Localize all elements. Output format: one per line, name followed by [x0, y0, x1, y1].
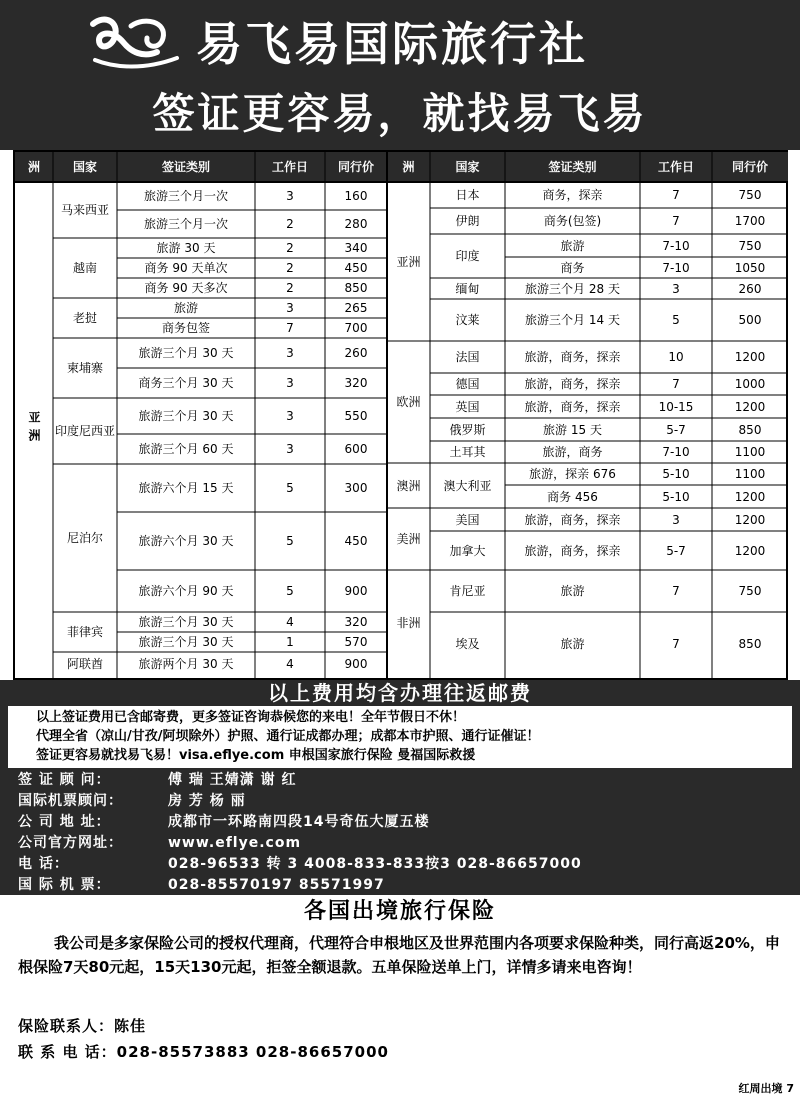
visa-type-cell: 旅游三个月 30 天 [138, 635, 234, 649]
table-header: 国家 [455, 160, 480, 174]
work-days-cell: 5-10 [662, 489, 690, 504]
contact-phone: 电 话： 028-96533 转 3 4008-833-833按3 028-86657000 [18, 856, 582, 872]
visa-price-table [13, 150, 788, 680]
price-cell: 1100 [734, 445, 766, 459]
price-cell: 300 [344, 481, 368, 495]
work-days-cell: 7 [672, 377, 680, 391]
country-cell: 加拿大 [449, 543, 486, 558]
work-days-cell: 5-7 [666, 422, 686, 437]
price-cell: 750 [738, 584, 762, 598]
visa-type-cell: 旅游三个月 30 天 [138, 615, 234, 629]
work-days-cell: 10-15 [658, 399, 694, 414]
work-days-cell: 2 [286, 241, 294, 255]
visa-type-cell: 旅游，商务，探亲 [524, 399, 621, 414]
insurance-contact-person: 保险联系人：陈佳 [18, 1017, 147, 1035]
contact-address: 公 司 地 址： 成都市一环路南四段14号奇伍大厦五楼 [18, 814, 430, 830]
price-cell: 1200 [734, 399, 766, 414]
price-cell: 550 [344, 409, 368, 423]
contact-visa-advisor: 签 证 顾 问： 傅 瑞 王婧潇 谢 红 [18, 772, 297, 788]
country-cell: 俄罗斯 [449, 422, 486, 437]
visa-type-cell: 商务 456 [547, 489, 598, 504]
visa-type-cell: 旅游，商务 [542, 445, 603, 459]
table-header: 签证类别 [548, 160, 597, 174]
price-cell: 600 [344, 442, 368, 456]
country-cell: 老挝 [72, 311, 97, 325]
price-cell: 1200 [734, 512, 766, 527]
price-cell: 900 [344, 656, 368, 671]
visa-type-cell: 旅游，商务，探亲 [524, 377, 621, 391]
notes-box [8, 706, 792, 768]
price-cell: 500 [738, 313, 762, 327]
work-days-cell: 3 [286, 346, 294, 360]
price-cell: 265 [344, 301, 368, 315]
work-days-cell: 5-7 [666, 543, 686, 558]
page-header [0, 0, 800, 150]
work-days-cell: 3 [286, 409, 294, 423]
table-header: 签证类别 [161, 160, 210, 174]
price-cell: 260 [344, 346, 368, 360]
band-title: 以上费用均含办理往返邮费 [268, 681, 532, 705]
contact-website: 公司官方网址： www.eflye.com [18, 835, 302, 851]
work-days-cell: 5 [672, 313, 680, 327]
country-cell: 英国 [455, 399, 480, 414]
table-header: 洲 [402, 160, 415, 174]
insurance-body: 我公司是多家保险公司的授权代理商，代理符合申根地区及世界范围内各项要求保险种类，同行高返20%，申根保险7天80元起，15天130元起，拒签全额退款。五单保险送单上门，详情多请来电咨询！ [18, 934, 780, 976]
price-cell: 1050 [734, 260, 766, 275]
insurance-section [8, 895, 792, 1070]
price-cell: 450 [344, 534, 368, 548]
note-line: 以上签证费用已含邮寄费，更多签证咨询恭候您的来电！全年节假日不休！ [36, 710, 466, 725]
work-days-cell: 1 [286, 635, 294, 649]
visa-type-cell: 旅游，商务，探亲 [524, 543, 621, 558]
table-header: 同行价 [731, 160, 768, 174]
visa-type-cell: 旅游三个月 30 天 [138, 409, 234, 423]
visa-type-cell: 旅游 [560, 636, 585, 651]
table-header: 工作日 [271, 160, 308, 174]
country-cell: 缅甸 [455, 281, 480, 296]
work-days-cell: 3 [672, 281, 680, 296]
work-days-cell: 7 [672, 584, 680, 598]
page-footer: 红周出境 7 [738, 1082, 794, 1095]
country-cell: 阿联酋 [66, 656, 103, 671]
work-days-cell: 4 [286, 656, 294, 671]
continent-cell: 亚洲 [396, 254, 421, 269]
visa-type-cell: 旅游两个月 30 天 [138, 656, 234, 671]
visa-type-cell: 旅游六个月 30 天 [138, 534, 234, 548]
country-cell: 美国 [455, 512, 480, 527]
price-cell: 280 [344, 217, 368, 231]
visa-type-cell: 旅游三个月 28 天 [525, 281, 620, 296]
country-cell: 马来西亚 [60, 203, 109, 217]
continent-cell: 澳洲 [396, 478, 421, 493]
price-cell: 320 [344, 376, 368, 390]
note-line: 签证更容易就找易飞易！visa.eflye.com 申根国家旅行保险 曼福国际救援 [36, 748, 476, 763]
continent-cell: 欧洲 [396, 395, 421, 409]
work-days-cell: 7-10 [662, 260, 690, 275]
insurance-contact-phone: 联 系 电 话：028-85573883 028-86657000 [18, 1043, 389, 1061]
country-cell: 伊朗 [455, 214, 480, 228]
price-cell: 320 [344, 615, 368, 629]
work-days-cell: 5 [286, 534, 294, 548]
country-cell: 柬埔寨 [66, 361, 103, 375]
work-days-cell: 3 [286, 301, 294, 315]
contact-air-ticket: 国 际 机 票： 028-85570197 85571997 [18, 877, 385, 893]
work-days-cell: 4 [286, 615, 294, 629]
work-days-cell: 2 [286, 217, 294, 231]
price-cell: 1200 [734, 350, 766, 364]
visa-type-cell: 商务三个月 30 天 [138, 376, 234, 390]
continent-cell: 美洲 [396, 532, 421, 546]
visa-type-cell: 旅游三个月 14 天 [525, 313, 620, 327]
visa-type-cell: 旅游三个月 30 天 [138, 346, 234, 360]
work-days-cell: 3 [286, 189, 294, 203]
visa-type-cell: 商务，探亲 [542, 188, 603, 202]
price-cell: 700 [344, 321, 368, 335]
price-cell: 1200 [734, 489, 766, 504]
price-cell: 570 [344, 635, 368, 649]
work-days-cell: 10 [668, 350, 684, 364]
price-cell: 850 [738, 636, 762, 651]
continent-cell: 非洲 [396, 615, 421, 630]
price-cell: 450 [344, 261, 368, 275]
price-cell: 850 [738, 422, 762, 437]
company-name: 易飞易国际旅行社 [196, 17, 588, 71]
visa-type-cell: 旅游 [560, 238, 585, 253]
work-days-cell: 7 [672, 214, 680, 228]
visa-type-cell: 旅游三个月 60 天 [138, 442, 234, 456]
work-days-cell: 5 [286, 481, 294, 495]
visa-type-cell: 旅游 [173, 301, 198, 315]
insurance-title: 各国出境旅行保险 [303, 899, 496, 924]
price-cell: 260 [738, 281, 762, 296]
work-days-cell: 3 [286, 376, 294, 390]
visa-type-cell: 旅游 15 天 [543, 422, 602, 437]
contact-ticket-advisor: 国际机票顾问： 房 芳 杨 丽 [18, 793, 246, 809]
country-cell: 肯尼亚 [449, 584, 486, 598]
work-days-cell: 2 [286, 261, 294, 275]
price-cell: 160 [344, 189, 368, 203]
visa-type-cell: 商务(包签) [543, 214, 602, 228]
work-days-cell: 2 [286, 281, 294, 295]
work-days-cell: 5-10 [662, 467, 690, 481]
table-header: 洲 [27, 160, 40, 174]
country-cell: 日本 [455, 188, 480, 202]
work-days-cell: 5 [286, 584, 294, 598]
visa-type-cell: 旅游，商务，探亲 [524, 512, 621, 527]
price-cell: 1000 [734, 377, 766, 391]
country-cell: 德国 [455, 377, 480, 391]
visa-type-cell: 商务 [560, 260, 585, 275]
price-cell: 750 [738, 238, 762, 253]
price-cell: 900 [344, 584, 368, 598]
country-cell: 菲律宾 [66, 625, 103, 639]
country-cell: 尼泊尔 [66, 531, 103, 545]
price-cell: 340 [344, 241, 368, 255]
country-cell: 土耳其 [449, 445, 486, 459]
visa-type-cell: 旅游六个月 15 天 [138, 481, 234, 495]
visa-type-cell: 旅游，探亲 676 [529, 467, 616, 481]
visa-type-cell: 商务 90 天多次 [144, 281, 228, 295]
work-days-cell: 3 [286, 442, 294, 456]
price-cell: 1200 [734, 543, 766, 558]
slogan: 签证更容易，就找易飞易 [152, 89, 648, 138]
continent-cell: 亚洲 [27, 410, 41, 447]
visa-type-cell: 旅游三个月一次 [143, 217, 228, 231]
visa-type-cell: 旅游 30 天 [156, 241, 216, 255]
work-days-cell: 7 [672, 188, 680, 202]
country-cell: 印度 [455, 249, 480, 263]
visa-type-cell: 商务 90 天单次 [144, 261, 228, 275]
work-days-cell: 7-10 [662, 238, 690, 253]
country-cell: 法国 [455, 350, 480, 364]
country-cell: 越南 [72, 261, 97, 275]
visa-type-cell: 商务包签 [161, 321, 210, 335]
table-header: 国家 [72, 160, 97, 174]
swirl-logo-icon [85, 12, 185, 72]
country-cell: 埃及 [455, 636, 480, 651]
country-cell: 汶莱 [455, 313, 480, 327]
visa-type-cell: 旅游六个月 90 天 [138, 584, 234, 598]
visa-type-cell: 旅游三个月一次 [143, 189, 228, 203]
note-line: 代理全省（凉山/甘孜/阿坝除外）护照、通行证成都办理；成都本市护照、通行证催证！ [36, 729, 540, 744]
work-days-cell: 7 [286, 321, 294, 335]
price-cell: 1700 [734, 214, 766, 228]
table-header: 同行价 [337, 160, 374, 174]
price-cell: 750 [738, 188, 762, 202]
table-header: 工作日 [657, 160, 694, 174]
country-cell: 澳大利亚 [443, 478, 492, 493]
visa-type-cell: 旅游 [560, 584, 585, 598]
work-days-cell: 3 [672, 512, 680, 527]
visa-type-cell: 旅游，商务，探亲 [524, 350, 621, 364]
work-days-cell: 7-10 [662, 445, 690, 459]
price-cell: 850 [344, 281, 368, 295]
price-cell: 1100 [734, 467, 766, 481]
country-cell: 印度尼西亚 [54, 424, 115, 438]
work-days-cell: 7 [672, 636, 680, 651]
